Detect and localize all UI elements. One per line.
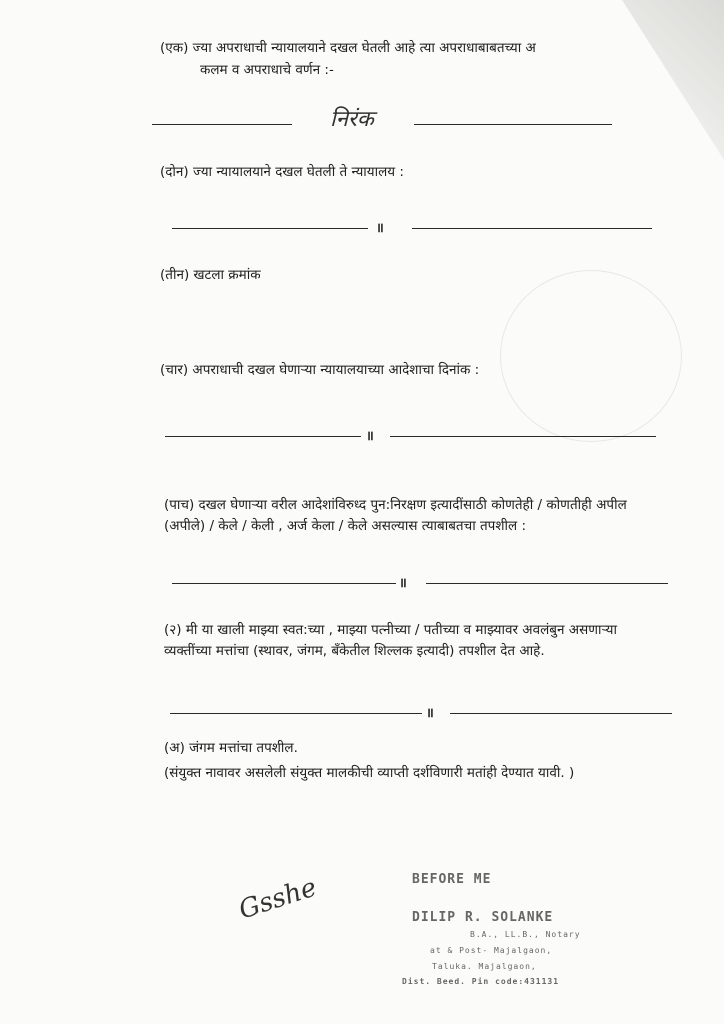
notary-stamp-line1: BEFORE ME (412, 872, 492, 887)
section2-line-left (170, 713, 422, 714)
don-line-right (412, 228, 652, 229)
section2-separator: ॥ (426, 706, 434, 721)
don-separator: ॥ (376, 221, 384, 236)
item-teen: (तीन) खटला क्रमांक (160, 267, 261, 283)
item-ek-line2: कलम व अपराधाचे वर्णन :- (200, 62, 334, 78)
char-line-left (165, 436, 361, 437)
don-line-left (172, 228, 368, 229)
folded-page-corner (554, 0, 724, 160)
note: (संयुक्त नावावर असलेली संयुक्त मालकीची व्याप्ती दर्शविणारी मतांही देण्यात यावी. ) (164, 765, 575, 781)
section2-line-right (450, 713, 672, 714)
answer-line-right (414, 124, 612, 125)
pach-separator: ॥ (399, 576, 407, 591)
answer-line-left (152, 124, 292, 125)
bleed-through-seal (500, 270, 682, 442)
item-ek: (एक) ज्या अपराधाची न्यायालयाने दखल घेतली आहे त्या अपराधाबाबतच्या अ (160, 40, 536, 56)
char-separator: ॥ (366, 429, 374, 444)
pach-line-left (172, 583, 396, 584)
char-line-right (390, 436, 656, 437)
section-a: (अ) जंगम मत्तांचा तपशील. (164, 740, 298, 756)
notary-stamp-line2: DILIP R. SOLANKE (412, 910, 554, 925)
signature: Gsshe (235, 872, 321, 926)
handwritten-nirank: निरंक (330, 107, 374, 132)
item-char: (चार) अपराधाची दखल घेणाऱ्या न्यायालयाच्या आदेशाचा दिनांक : (160, 362, 480, 378)
item-pach: (पाच) दखल घेणाऱ्या वरील आदेशांविरुध्द पुन:निरक्षण इत्यादींसाठी कोणतेही / कोणतीही अपील (अपीले) / केले / केली , अर्ज केला / केले असल्यास त्याबाबतचा तपशील : (164, 497, 627, 534)
item-don: (दोन) ज्या न्यायालयाने दखल घेतली ते न्यायालय : (160, 164, 404, 180)
section-2: (२) मी या खाली माझ्या स्वत:च्या , माझ्या पत्नीच्या / पतीच्या व माझ्यावर अवलंबुन असणाऱ्या व्यक्तींच्या मत्तांचा (स्थावर, जंगम, बँकेतील शिल्लक इत्यादी) तपशील देत आहे. (164, 622, 617, 659)
notary-stamp-line4: at & Post- Majalgaon, (430, 946, 553, 955)
notary-stamp-line6: Dist. Beed. Pin code:431131 (402, 977, 560, 986)
pach-line-right (426, 583, 668, 584)
notary-stamp-line3: B.A., LL.B., Notary (470, 930, 581, 939)
notary-stamp-line5: Taluka. Majalgaon, (432, 962, 537, 971)
